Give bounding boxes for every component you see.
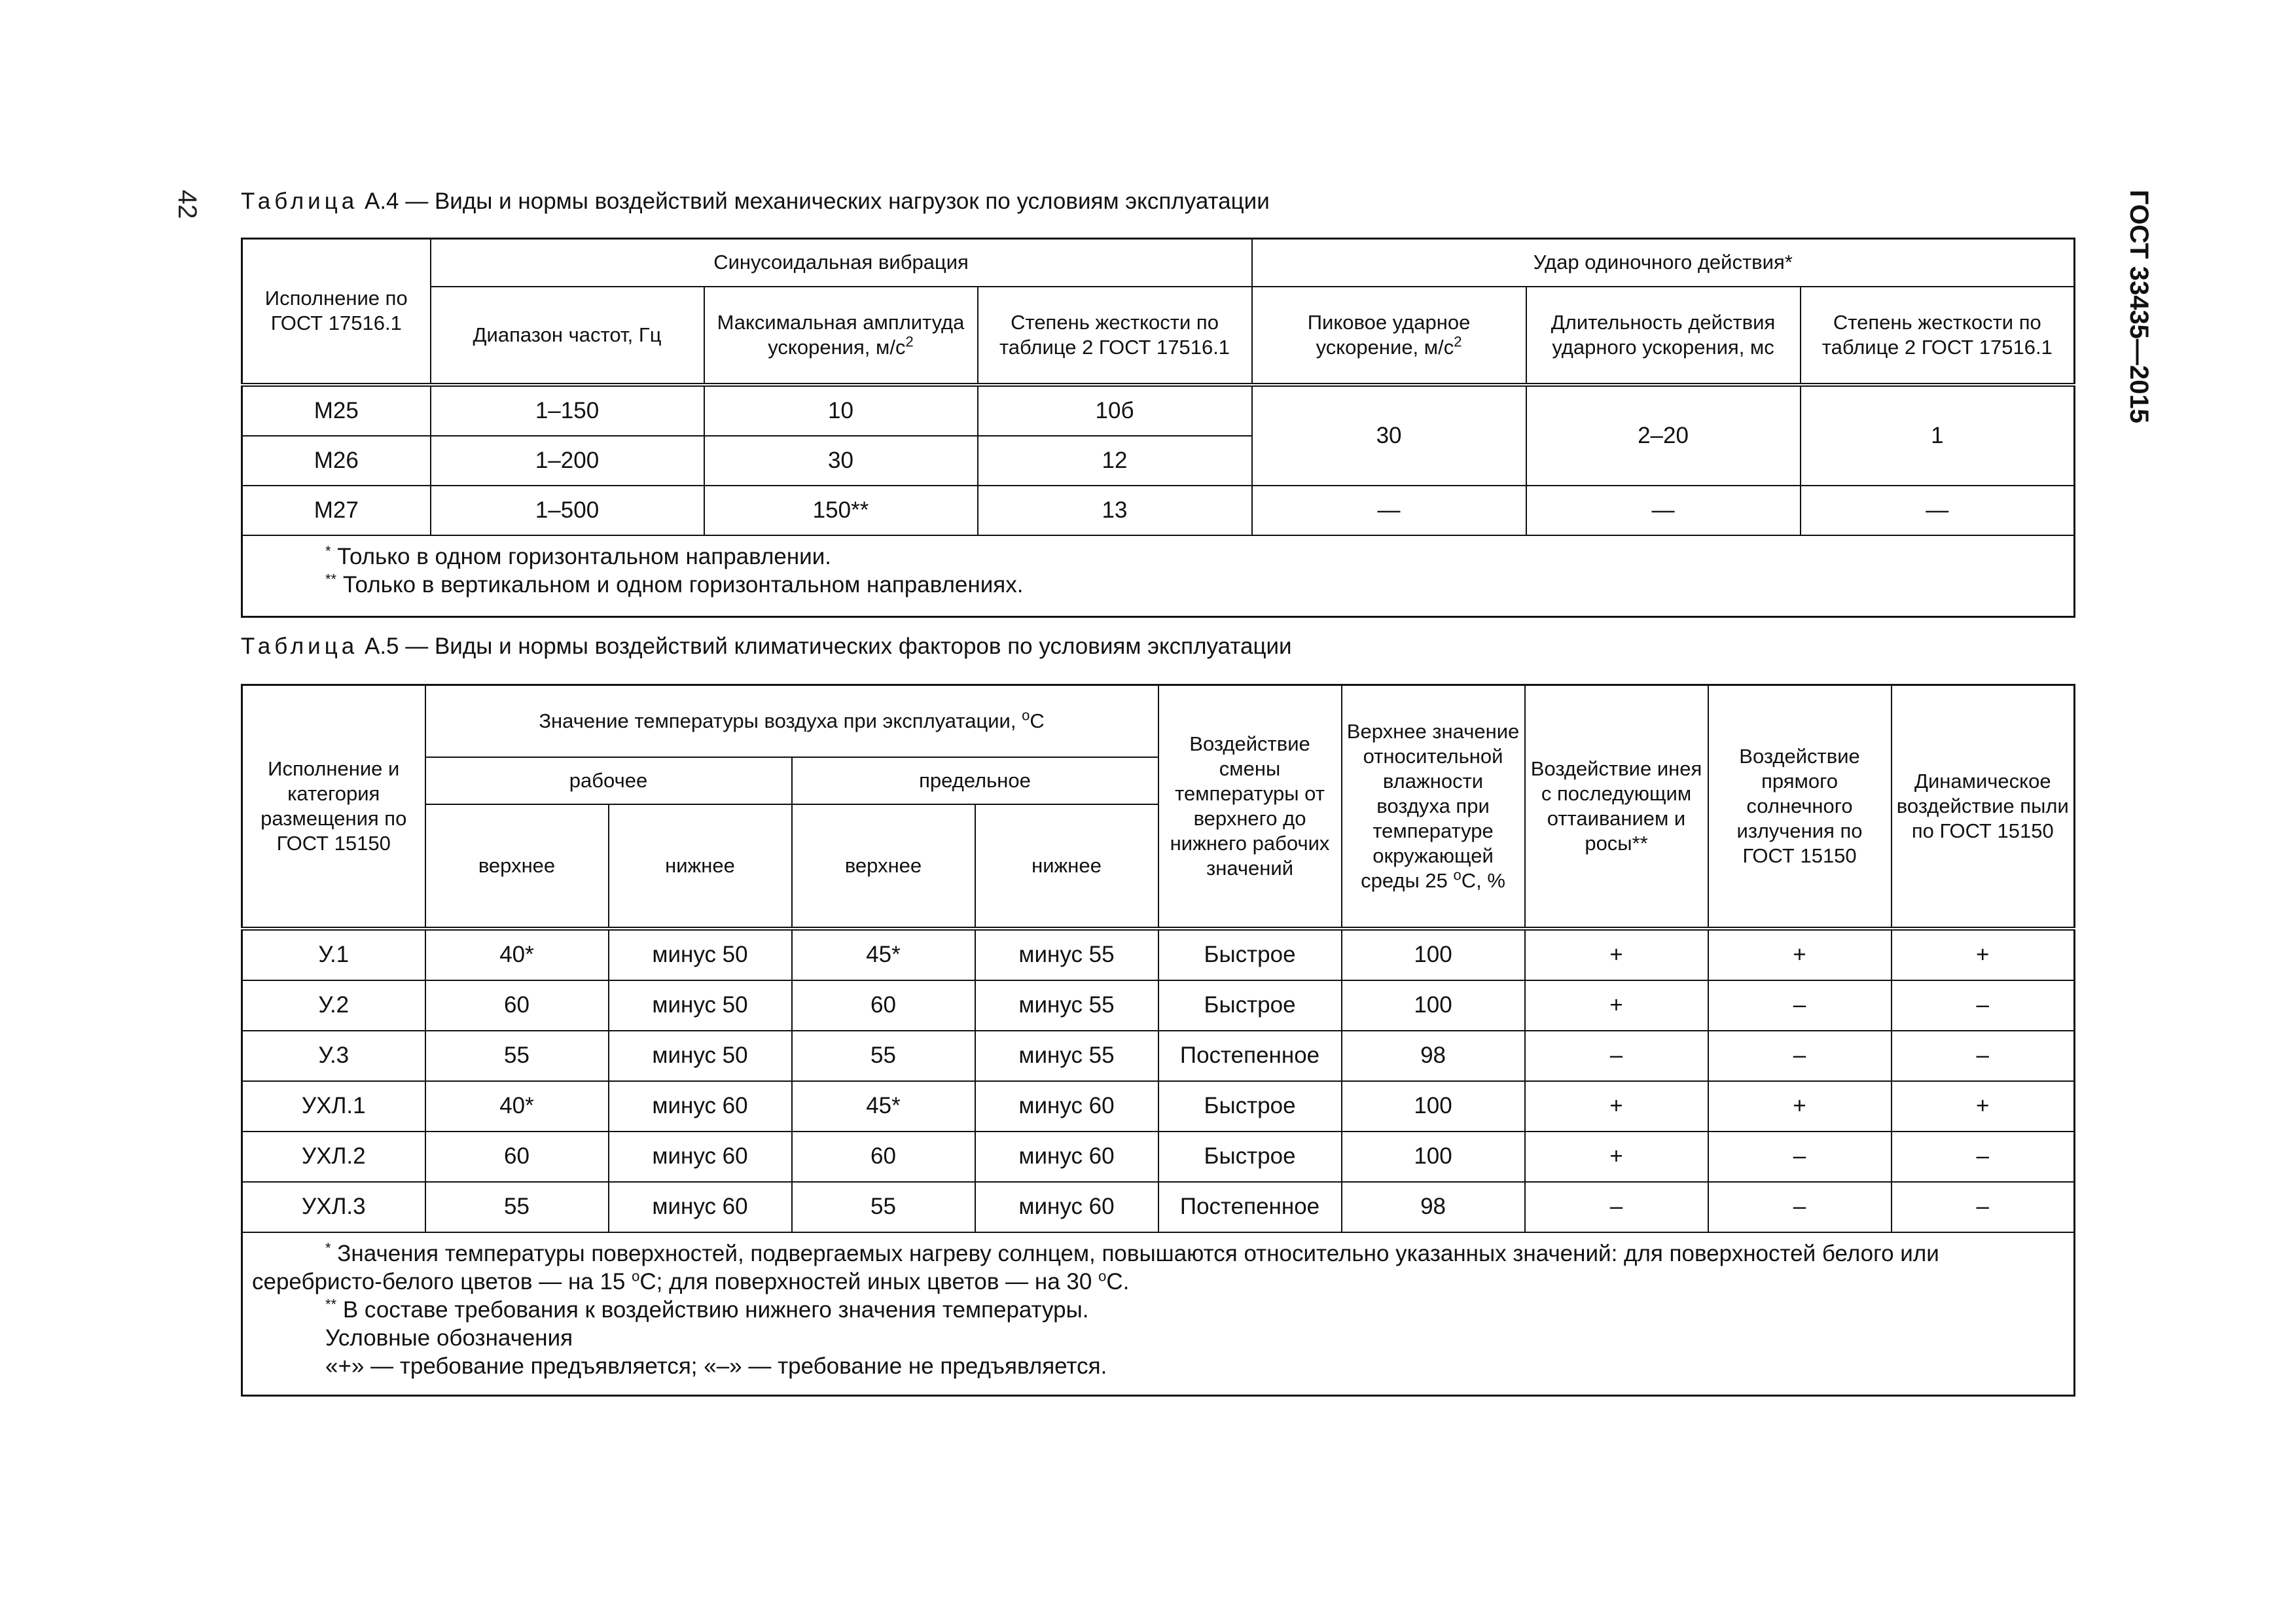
header-frost-dew: Воздействие инея с последующим оттаиванием и росы** [1525, 685, 1708, 929]
table-a5-notes [242, 1232, 2075, 1396]
cell-amp: 10 [704, 385, 978, 436]
cell-temp-change: Быстрое [1158, 1132, 1342, 1182]
cell-frost: + [1525, 929, 1708, 980]
cell-working-upper: 40* [425, 1081, 609, 1132]
cell-amp: 150** [704, 486, 978, 535]
header-humidity: Верхнее значение относительной влажности воздуха при температуре окружающей среды 25 $^о$С, % [1342, 685, 1525, 929]
caption-label: Таблица [241, 633, 359, 659]
cell-limit-upper: 60 [792, 1132, 975, 1182]
cell-humidity: 100 [1342, 1081, 1525, 1132]
header-solar: Воздействие прямого солнечного излучения по ГОСТ 15150 [1708, 685, 1892, 929]
caption-text: А.5 — Виды и нормы воздействий климатических факторов по условиям эксплуатации [364, 633, 1292, 659]
cell-variant: У.3 [242, 1031, 425, 1081]
cell-variant: М26 [242, 436, 431, 486]
table-row [242, 1132, 2075, 1182]
header-dust: Динамическое воздействие пыли по ГОСТ 15150 [1892, 685, 2075, 929]
header-variant: Исполнение и категория размещения по ГОСТ 15150 [242, 685, 425, 929]
table-row [242, 486, 2075, 535]
cell-peak-merged: 30 [1252, 385, 1526, 486]
table-row [242, 1182, 2075, 1232]
cell-frost: + [1525, 980, 1708, 1031]
header-single-shock: Удар одиночного действия* [1252, 239, 2075, 287]
cell-frost: + [1525, 1081, 1708, 1132]
cell-humidity: 100 [1342, 1132, 1525, 1182]
table-row [242, 385, 2075, 436]
cell-freq: 1–500 [431, 486, 704, 535]
cell-variant: УХЛ.3 [242, 1182, 425, 1232]
cell-dust: + [1892, 929, 2075, 980]
cell-variant: УХЛ.2 [242, 1132, 425, 1182]
cell-limit-upper: 55 [792, 1031, 975, 1081]
header-peak-shock: Пиковое ударное ускорение, $м/с^2$ [1252, 287, 1526, 385]
header-severity-shock: Степень жесткости по таблице 2 ГОСТ 17516.1 [1801, 287, 2075, 385]
cell-temp-change: Быстрое [1158, 980, 1342, 1031]
header-working: рабочее [425, 757, 792, 804]
cell-limit-upper: 45* [792, 929, 975, 980]
cell-variant: УХЛ.1 [242, 1081, 425, 1132]
cell-limit-lower: минус 60 [975, 1182, 1158, 1232]
cell-dust: – [1892, 1132, 2075, 1182]
cell-temp-change: Постепенное [1158, 1031, 1342, 1081]
cell-working-lower: минус 50 [609, 980, 792, 1031]
cell-working-upper: 60 [425, 980, 609, 1031]
cell-working-lower: минус 60 [609, 1182, 792, 1232]
cell-humidity: 98 [1342, 1182, 1525, 1232]
header-duration: Длительность действия ударного ускорения, мс [1526, 287, 1801, 385]
cell-dust: + [1892, 1081, 2075, 1132]
header-freq-range: Диапазон частот, Гц [431, 287, 704, 385]
cell-severity: 13 [978, 486, 1252, 535]
cell-working-lower: минус 60 [609, 1081, 792, 1132]
note-2: ** В составе требования к воздействию нижнего значения температуры. [325, 1295, 1089, 1323]
cell-working-upper: 55 [425, 1031, 609, 1081]
cell-freq: 1–200 [431, 436, 704, 486]
cell-frost: – [1525, 1031, 1708, 1081]
caption-text: А.4 — Виды и нормы воздействий механических нагрузок по условиям эксплуатации [364, 188, 1270, 214]
table-notes-row [242, 535, 2075, 617]
cell-temp-change: Быстрое [1158, 1081, 1342, 1132]
table-a4 [241, 238, 2075, 618]
header-max-amplitude: Максимальная амплитуда ускорения, $м/с^2$ [704, 287, 978, 385]
cell-freq: 1–150 [431, 385, 704, 436]
cell-working-lower: минус 50 [609, 1031, 792, 1081]
cell-variant: У.2 [242, 980, 425, 1031]
header-temp-change: Воздействие смены температуры от верхнего до нижнего рабочих значений [1158, 685, 1342, 929]
table-a5 [241, 684, 2075, 1397]
cell-limit-upper: 45* [792, 1081, 975, 1132]
cell-solar: + [1708, 929, 1892, 980]
cell-temp-change: Быстрое [1158, 929, 1342, 980]
header-limit-lower: нижнее [975, 804, 1158, 929]
cell-variant: М27 [242, 486, 431, 535]
header-limit: предельное [792, 757, 1158, 804]
caption-label: Таблица [241, 188, 359, 214]
cell-solar: – [1708, 980, 1892, 1031]
header-limit-upper: верхнее [792, 804, 975, 929]
cell-peak: — [1252, 486, 1526, 535]
header-variant: Исполнение по ГОСТ 17516.1 [242, 239, 431, 385]
cell-dust: – [1892, 1031, 2075, 1081]
table-row [242, 1081, 2075, 1132]
header-air-temp: Значение температуры воздуха при эксплуатации, $^о$С [425, 685, 1158, 757]
cell-working-upper: 60 [425, 1132, 609, 1182]
page-number: 42 [173, 190, 202, 219]
standard-designation: ГОСТ 33435—2015 [2125, 190, 2153, 423]
cell-shock-severity-merged: 1 [1801, 385, 2075, 486]
cell-humidity: 100 [1342, 929, 1525, 980]
legend-title: Условные обозначения [325, 1325, 573, 1351]
cell-working-lower: минус 50 [609, 929, 792, 980]
cell-variant: У.1 [242, 929, 425, 980]
table-row [242, 929, 2075, 980]
cell-solar: – [1708, 1132, 1892, 1182]
cell-humidity: 100 [1342, 980, 1525, 1031]
cell-duration: — [1526, 486, 1801, 535]
cell-limit-lower: минус 60 [975, 1081, 1158, 1132]
cell-frost: + [1525, 1132, 1708, 1182]
cell-working-upper: 55 [425, 1182, 609, 1232]
cell-limit-lower: минус 55 [975, 1031, 1158, 1081]
cell-shock-severity: — [1801, 486, 2075, 535]
table-a5-caption [241, 633, 1292, 660]
cell-duration-merged: 2–20 [1526, 385, 1801, 486]
cell-solar: – [1708, 1182, 1892, 1232]
note-1: * Только в одном горизонтальном направлении. [325, 542, 831, 569]
cell-working-lower: минус 60 [609, 1132, 792, 1182]
header-working-lower: нижнее [609, 804, 792, 929]
note-1: * Значения температуры поверхностей, подвергаемых нагреву солнцем, повышаются относительно указанных значений: для поверхностей белого или серебристо-белого цветов — на 15 $^о$С; для поверхностей иных цветов — на 30 $^о$С. [252, 1239, 1939, 1294]
cell-severity: 10б [978, 385, 1252, 436]
cell-limit-upper: 60 [792, 980, 975, 1031]
cell-limit-lower: минус 55 [975, 929, 1158, 980]
cell-severity: 12 [978, 436, 1252, 486]
table-row [242, 980, 2075, 1031]
header-sine-vibration: Синусоидальная вибрация [431, 239, 1252, 287]
table-a4-caption [241, 188, 1270, 215]
header-severity-sine: Степень жесткости по таблице 2 ГОСТ 17516.1 [978, 287, 1252, 385]
cell-temp-change: Постепенное [1158, 1182, 1342, 1232]
cell-dust: – [1892, 1182, 2075, 1232]
legend-text: «+» — требование предъявляется; «–» — требование не предъявляется. [325, 1353, 1107, 1379]
cell-dust: – [1892, 980, 2075, 1031]
table-row [242, 1031, 2075, 1081]
cell-working-upper: 40* [425, 929, 609, 980]
cell-amp: 30 [704, 436, 978, 486]
cell-variant: М25 [242, 385, 431, 436]
table-notes-row [242, 1232, 2075, 1396]
header-working-upper: верхнее [425, 804, 609, 929]
cell-solar: + [1708, 1081, 1892, 1132]
cell-frost: – [1525, 1182, 1708, 1232]
note-2: ** Только в вертикальном и одном горизонтальном направлениях. [325, 570, 1024, 597]
cell-limit-upper: 55 [792, 1182, 975, 1232]
cell-limit-lower: минус 55 [975, 980, 1158, 1031]
cell-limit-lower: минус 60 [975, 1132, 1158, 1182]
cell-solar: – [1708, 1031, 1892, 1081]
table-a4-notes [242, 535, 2075, 617]
cell-humidity: 98 [1342, 1031, 1525, 1081]
